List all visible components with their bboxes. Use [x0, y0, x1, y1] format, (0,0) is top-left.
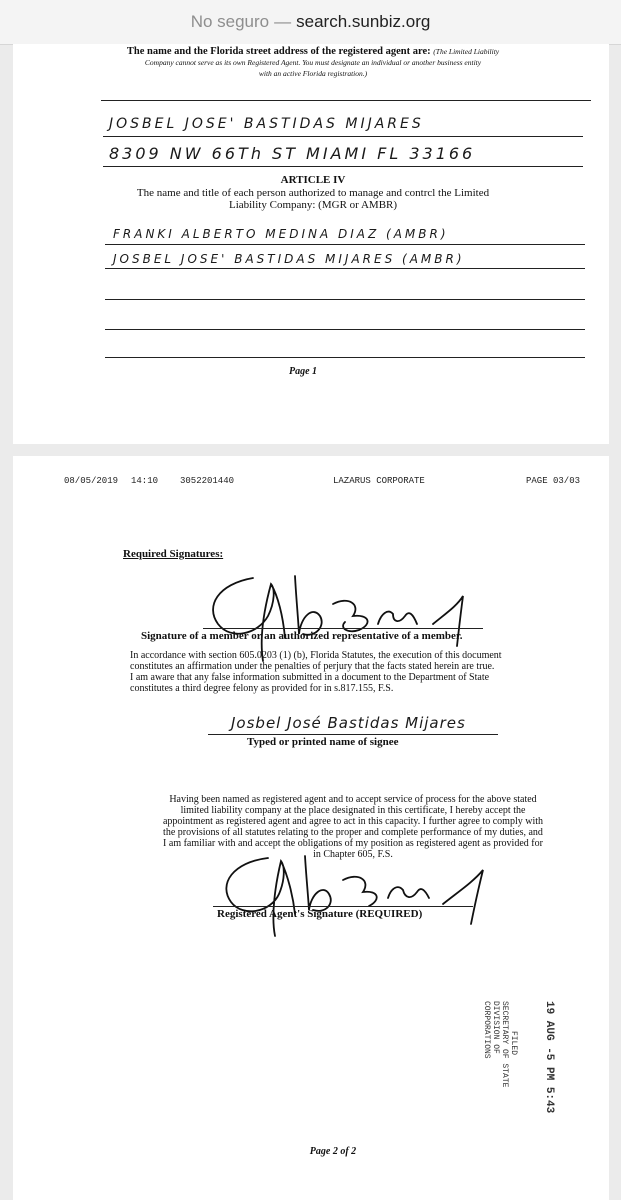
agent-heading-block — [53, 46, 573, 79]
agent-blank-line — [101, 100, 591, 101]
fax-sender: LAZARUS CORPORATE — [333, 476, 425, 486]
manager-2-handwritten: JOSBEL JOSE' BASTIDAS MIJARES (AMBR) — [113, 252, 465, 266]
agent-note-3: with an active Florida registration.) — [258, 69, 368, 78]
manager-1-handwritten: FRANKI ALBERTO MEDINA DIAZ (AMBR) — [113, 227, 449, 241]
perjury-line-3: I am aware that any false information submitted in a document to the Department of State — [130, 672, 490, 683]
manager-3-line — [105, 299, 585, 300]
agent-signature-line — [213, 906, 473, 907]
agent-para-line-2: limited liability company at the place designated in this certificate, I hereby accept the — [180, 805, 526, 816]
typed-name-caption: Typed or printed name of signee — [247, 736, 399, 748]
manager-5-line — [105, 357, 585, 358]
page-1-label: Page 1 — [288, 366, 318, 377]
perjury-line-2: constitutes an affirmation under the penalties of perjury that the facts stated herein are true. — [130, 661, 495, 672]
agent-para-line-5: I am familiar with and accept the obligations of my position as registered agent as provided for — [163, 838, 543, 849]
manager-2-line — [105, 268, 585, 269]
agent-signature — [13, 456, 609, 1200]
fax-time: 14:10 — [131, 476, 159, 486]
url-bar[interactable] — [0, 0, 621, 45]
agent-para-line-6: in Chapter 605, F.S. — [313, 849, 393, 860]
url-host: search.sunbiz.org — [296, 12, 431, 31]
agent-name-handwritten: JOSBEL JOSE' BASTIDAS MIJARES — [109, 116, 424, 132]
fax-number: 3052201440 — [180, 476, 235, 486]
article-text-2: Liability Company: (MGR or AMBR) — [228, 199, 398, 211]
agent-heading: The name and the Florida street address of the registered agent are: — [126, 46, 431, 57]
agent-note-1: (The Limited Liability — [433, 47, 500, 56]
security-label: No seguro — [190, 12, 270, 31]
agent-para-line-1: Having been named as registered agent and to accept service of process for the above stated — [169, 794, 537, 805]
perjury-line-1: In accordance with section 605.0203 (1) (b), Florida Statutes, the execution of this document — [130, 650, 502, 661]
page-2-label: Page 2 of 2 — [309, 1146, 357, 1157]
agent-para-line-4: the provisions of all statutes relating to the proper and complete performance of my duties, and — [163, 827, 543, 838]
agent-address-handwritten: 8309 NW 66Th ST MIAMI FL 33166 — [109, 144, 476, 163]
manager-4-line — [105, 329, 585, 330]
filed-stamp — [478, 1001, 518, 1111]
article-text-1: The name and title of each person authorized to manage and contrcl the Limited — [136, 187, 490, 199]
perjury-line-4: constitutes a third degree felony as provided for in s.817.155, F.S. — [130, 683, 394, 694]
fax-page: PAGE 03/03 — [526, 476, 581, 486]
member-signature-caption: Signature of a member or an authorized representative of a member. — [141, 630, 463, 642]
stamp-date: 19 AUG -5 PM 5:43 — [543, 1001, 555, 1114]
stamp-division: DIVISION OF CORPORATIONS — [482, 1001, 500, 1059]
agent-signature-caption: Registered Agent's Signature (REQUIRED) — [217, 908, 423, 920]
article-text — [73, 187, 553, 211]
url-separator: — — [274, 12, 292, 31]
required-signatures-heading: Required Signatures: — [123, 548, 224, 560]
agent-note-2: Company cannot serve as its own Registered Agent. You must designate an individual or another business entity — [144, 58, 482, 67]
document-page-1 — [13, 44, 609, 444]
article-title: ARTICLE IV — [280, 174, 346, 186]
fax-date: 08/05/2019 — [64, 476, 119, 486]
signee-name-handwritten: Josbel José Bastidas Mijares — [231, 714, 466, 732]
stamp-secretary: SECRETARY OF STATE — [500, 1001, 509, 1088]
agent-para-line-3: appointment as registered agent and agree to act in this capacity. I further agree to comply with — [162, 816, 544, 827]
manager-1-line — [105, 244, 585, 245]
agent-address-line — [103, 166, 583, 167]
agent-name-line — [103, 136, 583, 137]
document-page-2 — [13, 456, 609, 1200]
stamp-filed: FILED — [509, 1031, 518, 1056]
